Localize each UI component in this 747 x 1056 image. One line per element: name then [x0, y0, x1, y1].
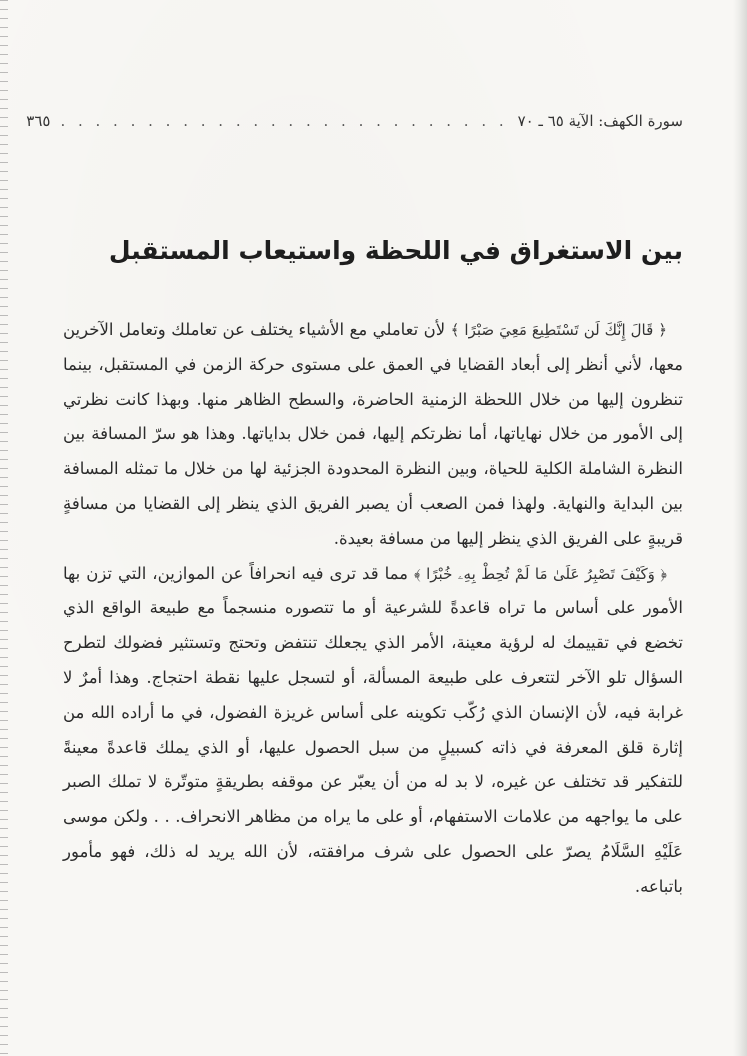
paragraph-1-text: لأن تعاملي مع الأشياء يختلف عن تعاملك وتعامل الآخرين معها، لأني أنظر إلى أبعاد القضايا في العمق على مستوى حركة الزمن في المستقبل، بينما تنظرون إليها من خلال اللحظة الزمنية الحاضرة، والسطح الظاهر منها. وبهذا كانت نظرتي إلى الأمور من خلال نهاياتها، أما نظرتكم إليها، فمن خلال بداياتها. وهذا هو سرّ المسافة بين النظرة الشاملة الكلية للحياة، وبين النظرة المحدودة الجزئية لها من خلال ما تمثله المسافة بين البداية والنهاية. ولهذا فمن الصعب أن يصبر الفريق الذي ينظر إلى القضايا من مسافةٍ قريبةٍ على الفريق الذي ينظر إليها من مسافة بعيدة.: [63, 320, 683, 548]
running-head-title: سورة الكهف: الآية ٦٥ ـ ٧٠: [517, 112, 683, 130]
paragraph-2-text: مما قد ترى فيه انحرافاً عن الموازين، التي تزن بها الأمور على أساس ما تراه قاعدةً للشرعية أو ما تتصوره منسجماً مع طبيعة الواقع الذي تخضع في تقييمك له لرؤية معينة، الأمر الذي يجعلك تنتفض وتحتج وتستثير فضولك لتطرح السؤال تلو الآخر لتتعرف على طبيعة المسألة، أو لتسجل عليها نقطة احتجاج. وهذا أمرٌ لا غرابة فيه، لأن الإنسان الذي رُكّب تكوينه على أساس غريزة الفضول، في ما أراده الله من إثارة قلق المعرفة في ذاته كسبيلٍ من سبل الحصول عليها، أو الذي يملك قاعدةً معينةً للتفكير قد تختلف عن غيره، لا بد له من أن يعبّر عن موقفه بطريقةٍ متوتّرة لا تملك الصبر على ما يواجهه من علامات الاستفهام، أو على ما يراه من مظاهر الانحراف. . . ولكن موسى عَلَيْهِ السَّلَامُ يصرّ على الحصول على شرف مرافقته، لأن الله يريد له ذلك، فهو مأمور باتباعه.: [63, 563, 683, 896]
section-heading: بين الاستغراق في اللحظة واستيعاب المستقبل: [108, 236, 683, 265]
quran-verse-2: ﴿ وَكَيْفَ تَصْبِرُ عَلَىٰ مَا لَمْ تُحِطْ بِهِۦ خُبْرًا ﴾: [413, 564, 667, 583]
page-edge-ticks: [0, 0, 8, 1056]
body-text: [63, 313, 683, 905]
page-number: ٣٦٥: [26, 112, 51, 130]
scan-shadow: [733, 0, 747, 1056]
running-head-dots: . . . . . . . . . . . . . . . . . . . . . . . . . .: [60, 112, 508, 130]
quran-verse-1: ﴿ قَالَ إِنَّكَ لَن تَسْتَطِيعَ مَعِيَ صَبْرًا ﴾: [450, 321, 667, 339]
paragraph-1: [63, 313, 683, 557]
paragraph-2: [63, 557, 683, 905]
running-head: [26, 108, 683, 134]
